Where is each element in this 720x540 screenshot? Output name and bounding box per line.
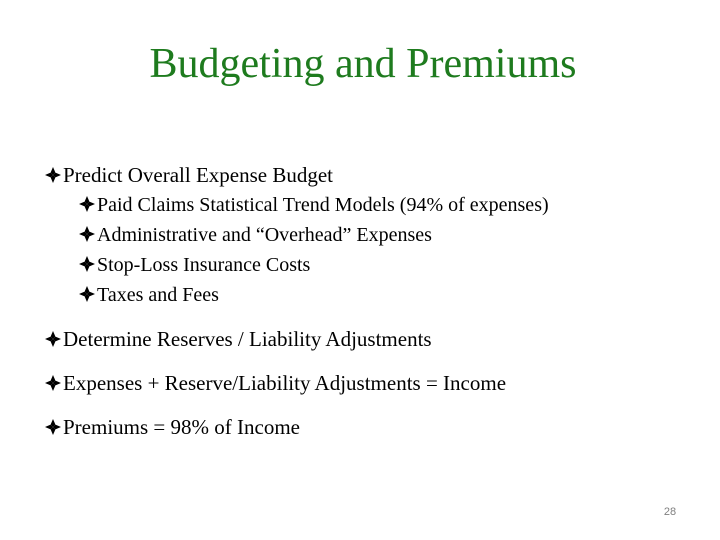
- bullet-item: [44, 368, 704, 398]
- slide-title: Budgeting and Premiums: [149, 41, 577, 87]
- bullet-item: [44, 412, 704, 442]
- diamond-bullet-icon: [78, 196, 96, 212]
- bullet-text: Taxes and Fees: [97, 284, 219, 306]
- bullet-item: [44, 324, 704, 354]
- bullet-text: Premiums = 98% of Income: [63, 415, 300, 439]
- diamond-bullet-icon: [44, 167, 62, 183]
- diamond-bullet-icon: [78, 226, 96, 242]
- diamond-bullet-icon: [78, 256, 96, 272]
- bullet-text: Expenses + Reserve/Liability Adjustments = Income: [63, 371, 507, 395]
- bullet-item: [44, 160, 704, 190]
- sub-bullet-item: [44, 190, 704, 220]
- diamond-bullet-icon: [44, 419, 62, 435]
- page-number: 28: [663, 506, 677, 518]
- sub-bullet-item: [44, 250, 704, 280]
- sub-bullet-item: [44, 280, 704, 310]
- bullet-text: Stop-Loss Insurance Costs: [97, 254, 311, 276]
- diamond-bullet-icon: [78, 286, 96, 302]
- diamond-bullet-icon: [44, 331, 62, 347]
- diamond-bullet-icon: [44, 375, 62, 391]
- bullet-text: Administrative and “Overhead” Expenses: [97, 224, 432, 246]
- bullet-text: Paid Claims Statistical Trend Models (94% of expenses): [97, 194, 549, 216]
- bullet-list: [44, 160, 704, 442]
- bullet-text: Predict Overall Expense Budget: [63, 163, 334, 187]
- sub-bullet-item: [44, 220, 704, 250]
- bullet-text: Determine Reserves / Liability Adjustments: [63, 327, 432, 351]
